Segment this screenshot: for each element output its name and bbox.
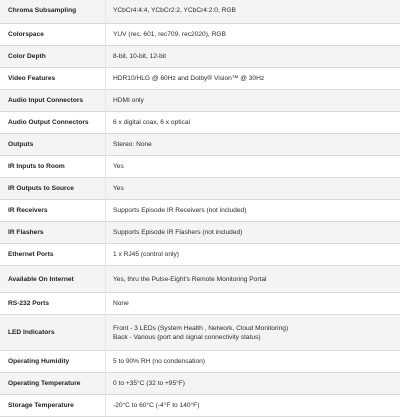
spec-label: IR Outputs to Source xyxy=(0,178,106,200)
spec-value xyxy=(106,222,400,244)
spec-label: Color Depth xyxy=(0,46,106,68)
spec-row-ir-outputs-to-source xyxy=(0,178,400,200)
spec-value-line: Stereo: None xyxy=(113,140,396,149)
spec-value-line: YUV (rec. 601, rec709, rec2020), RGB xyxy=(113,30,396,39)
spec-row-rs-232-ports xyxy=(0,293,400,315)
spec-value xyxy=(106,178,400,200)
spec-row-operating-humidity xyxy=(0,351,400,373)
spec-label: Audio Output Connectors xyxy=(0,112,106,134)
spec-row-audio-input-connectors xyxy=(0,90,400,112)
spec-label: RS-232 Ports xyxy=(0,293,106,315)
spec-label: Outputs xyxy=(0,134,106,156)
spec-value-line: YCbCr4:4:4, YCbCr2:2, YCbCr4:2:0, RGB xyxy=(113,6,396,15)
spec-value xyxy=(106,266,400,293)
spec-label: IR Receivers xyxy=(0,200,106,222)
spec-label: Operating Humidity xyxy=(0,351,106,373)
spec-value-line: 6 x digital coax, 6 x optical xyxy=(113,118,396,127)
spec-label: Operating Temperature xyxy=(0,373,106,395)
spec-value-line: Front - 3 LEDs (System Health , Network, Cloud Monitoring) xyxy=(113,324,396,333)
spec-value xyxy=(106,90,400,112)
spec-value xyxy=(106,156,400,178)
spec-value-line: HDMI only xyxy=(113,96,396,105)
spec-row-outputs xyxy=(0,134,400,156)
spec-row-colorspace xyxy=(0,24,400,46)
spec-label: Colorspace xyxy=(0,24,106,46)
spec-value xyxy=(106,68,400,90)
spec-value xyxy=(106,293,400,315)
spec-label: Available On Internet xyxy=(0,266,106,293)
spec-value xyxy=(106,24,400,46)
spec-value-line: Yes xyxy=(113,162,396,171)
spec-row-ir-receivers xyxy=(0,200,400,222)
spec-value xyxy=(106,112,400,134)
spec-row-ethernet-ports xyxy=(0,244,400,266)
spec-value-line: Yes, thru the Pulse-Eight's Remote Monitoring Portal xyxy=(113,275,396,284)
spec-value xyxy=(106,200,400,222)
spec-value-line: 1 x RJ45 (control only) xyxy=(113,250,396,259)
spec-value-line: 8-bit, 10-bit, 12-bit xyxy=(113,52,396,61)
spec-value-line: HDR10/HLG @ 60Hz and Dolby® Vision™ @ 30Hz xyxy=(113,74,396,83)
spec-label: Storage Temperature xyxy=(0,395,106,417)
spec-label: Chroma Subsampling xyxy=(0,0,106,24)
spec-label: Audio Input Connectors xyxy=(0,90,106,112)
spec-row-led-indicators xyxy=(0,315,400,351)
spec-label: IR Flashers xyxy=(0,222,106,244)
spec-value xyxy=(106,134,400,156)
spec-value xyxy=(106,395,400,417)
spec-value-line: Back - Various (port and signal connectivity status) xyxy=(113,333,396,342)
spec-row-video-features xyxy=(0,68,400,90)
spec-value xyxy=(106,351,400,373)
spec-label: Video Features xyxy=(0,68,106,90)
spec-row-available-on-internet xyxy=(0,266,400,293)
spec-label: IR Inputs to Room xyxy=(0,156,106,178)
spec-value xyxy=(106,0,400,24)
spec-value xyxy=(106,373,400,395)
spec-row-color-depth xyxy=(0,46,400,68)
spec-row-chroma-subsampling xyxy=(0,0,400,24)
spec-value-line: None xyxy=(113,299,396,308)
spec-row-audio-output-connectors xyxy=(0,112,400,134)
spec-value-line: 0 to +35°C (32 to +95°F) xyxy=(113,379,396,388)
spec-value-line: Yes xyxy=(113,184,396,193)
spec-row-storage-temperature xyxy=(0,395,400,417)
spec-value xyxy=(106,315,400,351)
spec-row-ir-flashers xyxy=(0,222,400,244)
spec-row-ir-inputs-to-room xyxy=(0,156,400,178)
spec-value-line: 5 to 90% RH (no condensation) xyxy=(113,357,396,366)
spec-value-line: -20°C to 60°C (-4°F to 140°F) xyxy=(113,401,396,410)
spec-row-operating-temperature xyxy=(0,373,400,395)
spec-label: Ethernet Ports xyxy=(0,244,106,266)
spec-value xyxy=(106,244,400,266)
spec-value-line: Supports Episode IR Receivers (not included) xyxy=(113,206,396,215)
spec-label: LED Indicators xyxy=(0,315,106,351)
spec-value-line: Supports Episode IR Flashers (not included) xyxy=(113,228,396,237)
spec-value xyxy=(106,46,400,68)
